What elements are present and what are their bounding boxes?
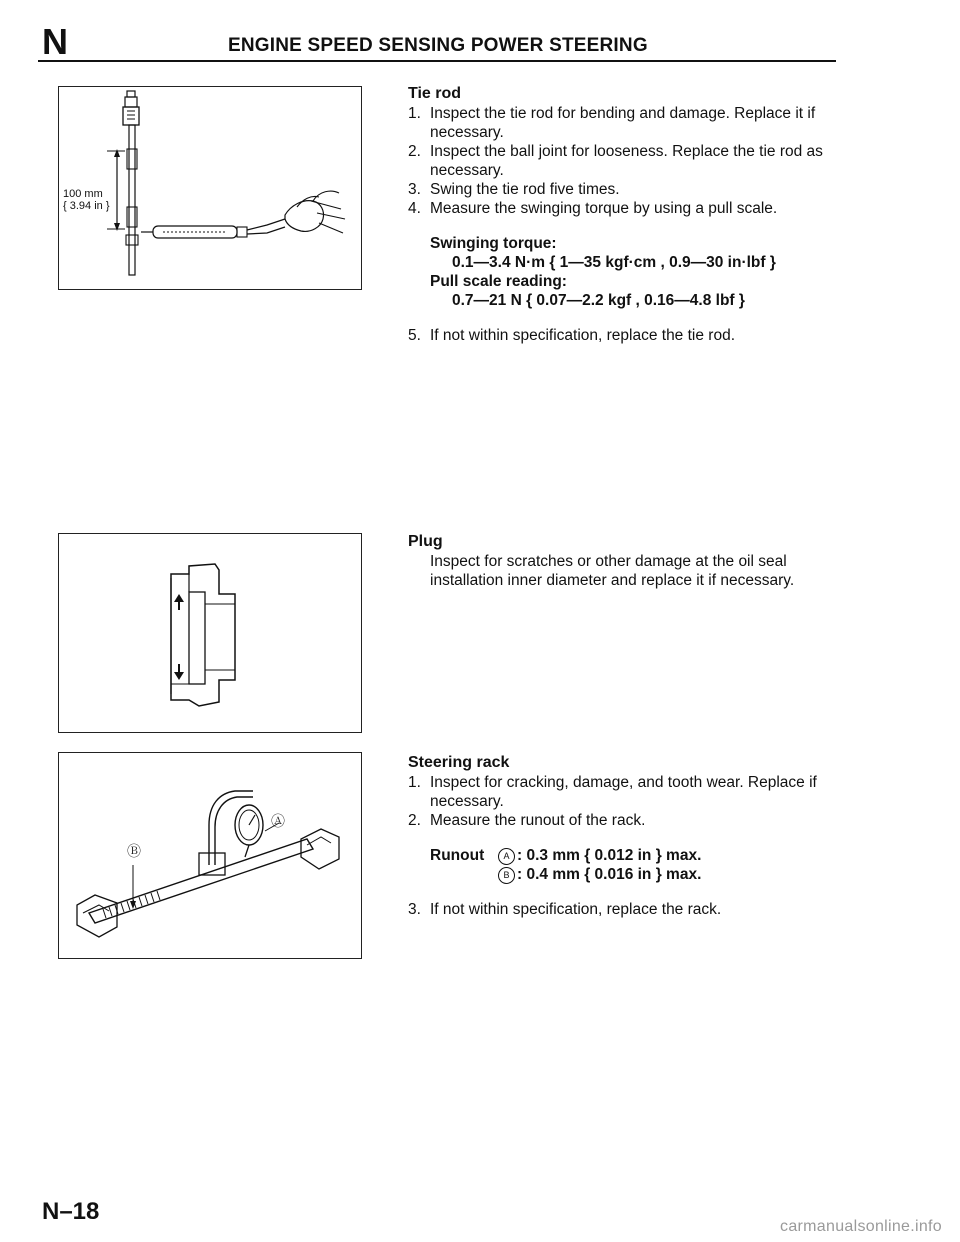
swinging-torque-spec: Swinging torque: 0.1—3.4 N·m { 1—35 kgf·cm , 0.9—30 in·lbf } Pull scale reading: 0.7—21 N { 0.07—2.2 kgf , 0.16—4.8 lbf }: [430, 235, 776, 309]
watermark: carmanualsonline.info: [780, 1218, 942, 1235]
page-number: N–18: [42, 1198, 100, 1225]
dimension-label: 100 mm { 3.94 in }: [63, 188, 110, 212]
steering-rack-title: Steering rack: [408, 754, 510, 771]
list-item: 4. Measure the swinging torque by using a pull scale.: [408, 200, 778, 217]
list-item: 2. Inspect the ball joint for looseness. Replace the tie rod as necessary.: [408, 143, 823, 179]
list-item: 5. If not within specification, replace the tie rod.: [408, 327, 735, 344]
list-item: 1. Inspect for cracking, damage, and tooth wear. Replace if necessary.: [408, 774, 817, 810]
plug-description: Inspect for scratches or other damage at the oil seal installation inner diameter and replace it if necessary.: [430, 553, 795, 589]
steering-rack-steps: [408, 773, 848, 830]
plug-figure: [58, 533, 362, 733]
tie-rod-steps: [408, 104, 848, 218]
page-title: ENGINE SPEED SENSING POWER STEERING: [228, 35, 648, 56]
plug-section: [408, 532, 848, 590]
label-a: Ⓐ: [271, 813, 285, 829]
section-letter: N: [42, 21, 68, 62]
plug-illustration: [59, 534, 361, 732]
plug-title: Plug: [408, 533, 443, 550]
list-item: 3. If not within specification, replace the rack.: [408, 901, 722, 918]
rack-illustration: [59, 753, 361, 958]
list-item: 2. Measure the runout of the rack.: [408, 812, 646, 829]
label-b: Ⓑ: [127, 843, 141, 859]
tie-rod-section: [408, 84, 848, 345]
list-item: 1. Inspect the tie rod for bending and damage. Replace it if necessary.: [408, 105, 816, 141]
header-divider: [38, 60, 836, 62]
runout-spec: Runout A : 0.3 mm { 0.012 in } max. B : 0.4 mm { 0.016 in } max.: [430, 847, 702, 883]
list-item: 3. Swing the tie rod five times.: [408, 181, 620, 198]
rack-figure: [58, 752, 362, 959]
tie-rod-figure: [58, 86, 362, 290]
steering-rack-section: [408, 753, 848, 919]
tie-rod-title: Tie rod: [408, 85, 462, 102]
